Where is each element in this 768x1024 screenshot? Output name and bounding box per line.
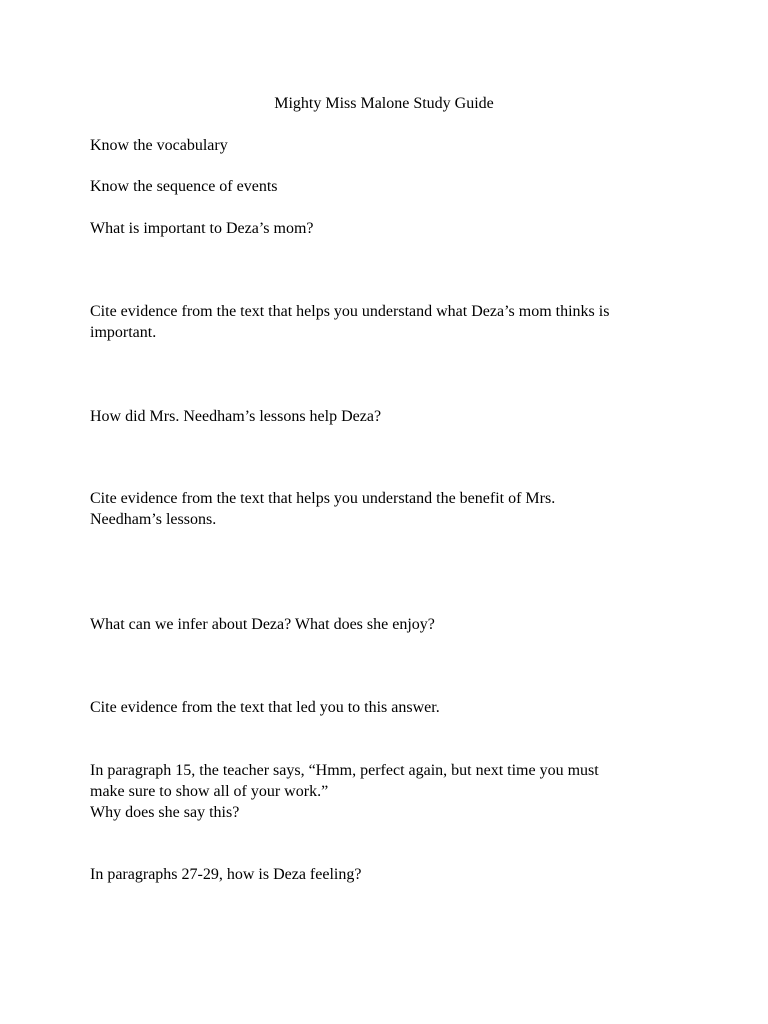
question-cite-mom-line1: Cite evidence from the text that helps you understand what Deza’s mom thinks is (90, 303, 610, 320)
item-sequence: Know the sequence of events (90, 178, 278, 195)
question-infer-deza: What can we infer about Deza? What does she enjoy? (90, 616, 435, 633)
question-paragraph15-line1: In paragraph 15, the teacher says, “Hmm, perfect again, but next time you must (90, 762, 599, 779)
question-paragraph15-line3: Why does she say this? (90, 804, 240, 821)
page-title: Mighty Miss Malone Study Guide (274, 95, 494, 112)
question-needham-lessons: How did Mrs. Needham’s lessons help Deza? (90, 408, 382, 425)
question-cite-needham-line1: Cite evidence from the text that helps you understand the benefit of Mrs. (90, 490, 556, 507)
question-cite-answer: Cite evidence from the text that led you to this answer. (90, 699, 440, 716)
question-cite-mom-line2: important. (90, 324, 157, 341)
question-mom-important: What is important to Deza’s mom? (90, 220, 314, 237)
item-vocabulary: Know the vocabulary (90, 137, 228, 154)
question-paragraph15-line2: make sure to show all of your work.” (90, 783, 329, 800)
question-paragraphs27-29: In paragraphs 27-29, how is Deza feeling? (90, 866, 362, 883)
question-cite-needham-line2: Needham’s lessons. (90, 511, 217, 528)
